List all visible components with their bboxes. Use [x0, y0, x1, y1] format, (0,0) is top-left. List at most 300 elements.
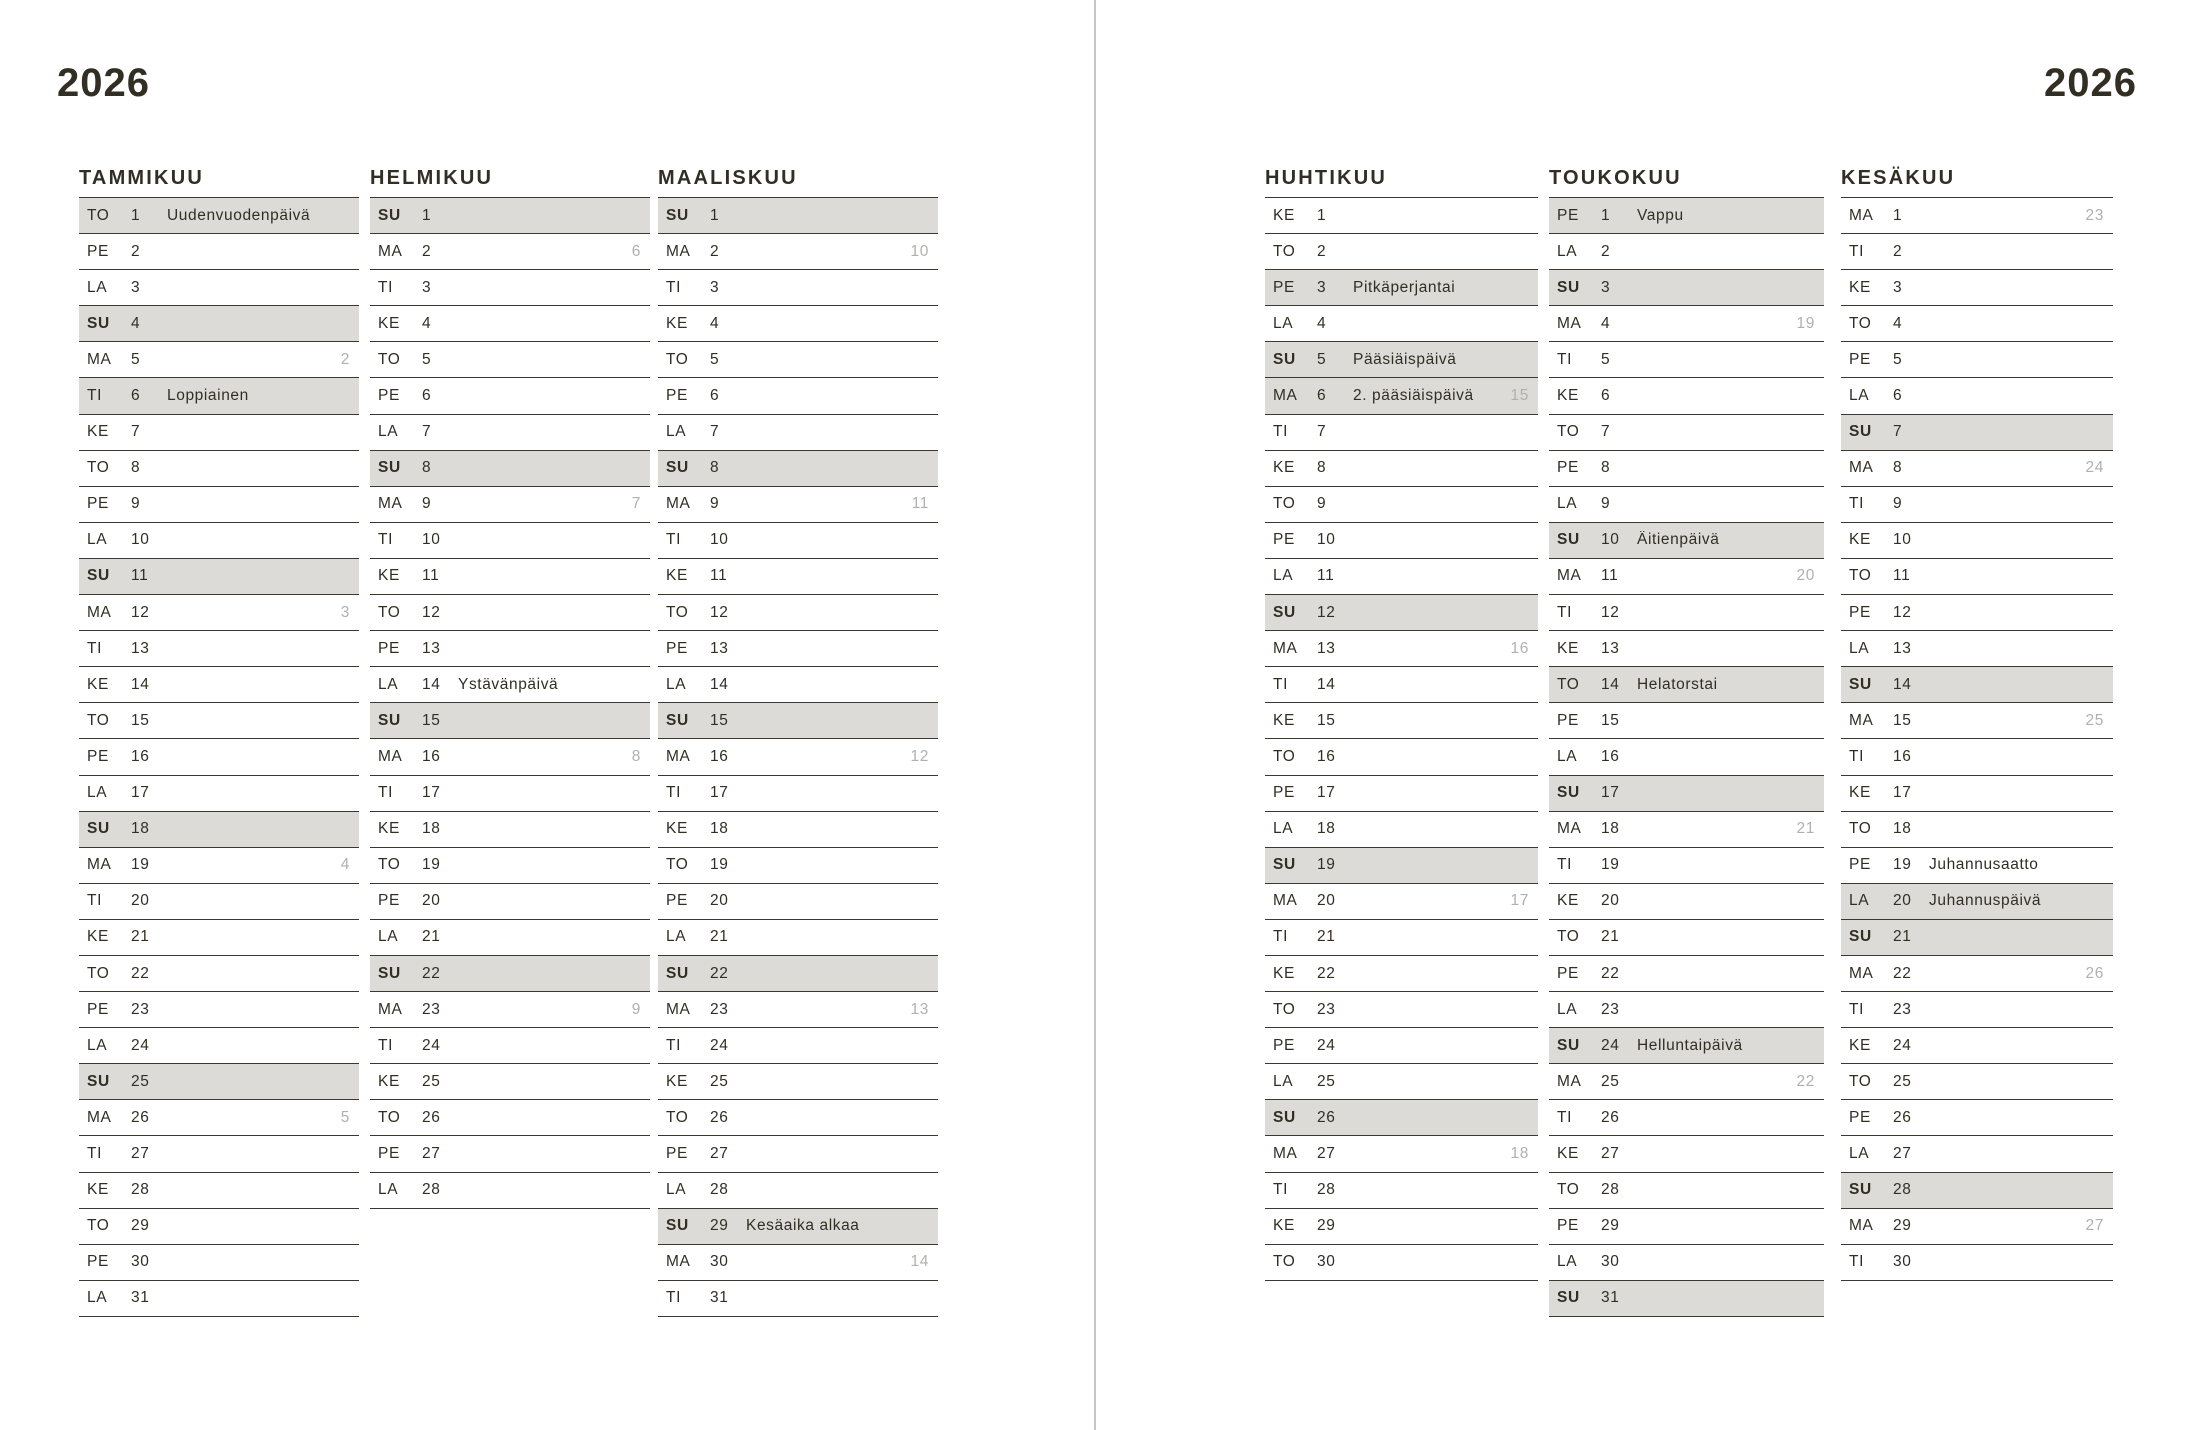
- day-row: [1265, 451, 1538, 487]
- weekday-label: PE: [378, 639, 400, 657]
- day-row: [1549, 667, 1824, 703]
- day-row: [658, 378, 938, 414]
- day-number: 16: [422, 747, 441, 765]
- holiday-note: Helluntaipäivä: [1637, 1036, 1743, 1054]
- weekday-label: SU: [1849, 675, 1872, 693]
- weekday-label: TO: [666, 350, 689, 368]
- day-row: [370, 848, 650, 884]
- day-row: [1265, 1028, 1538, 1064]
- weekday-label: MA: [666, 747, 691, 765]
- weekday-label: SU: [378, 459, 401, 477]
- weekday-label: KE: [1557, 1144, 1579, 1162]
- day-row: [658, 812, 938, 848]
- day-number: 25: [1317, 1072, 1336, 1090]
- holiday-note: Pääsiäispäivä: [1353, 350, 1457, 368]
- weekday-label: KE: [1273, 206, 1295, 224]
- day-row: [1841, 523, 2113, 559]
- day-row: [658, 595, 938, 631]
- weekday-label: PE: [666, 892, 688, 910]
- day-row: [1265, 306, 1538, 342]
- day-rows: [370, 197, 650, 1209]
- day-row: [370, 234, 650, 270]
- day-row: [370, 956, 650, 992]
- weekday-label: LA: [1273, 820, 1294, 838]
- weekday-label: MA: [87, 1108, 112, 1126]
- day-number: 17: [422, 784, 441, 802]
- weekday-label: LA: [87, 784, 108, 802]
- day-row: [1841, 812, 2113, 848]
- day-row: [79, 667, 359, 703]
- day-number: 3: [710, 278, 720, 296]
- day-row: [79, 306, 359, 342]
- day-number: 4: [422, 314, 432, 332]
- day-number: 20: [1893, 892, 1912, 910]
- day-number: 12: [1893, 603, 1912, 621]
- weekday-label: PE: [87, 1253, 109, 1271]
- week-number: 27: [2085, 1217, 2104, 1235]
- day-row: [1841, 451, 2113, 487]
- holiday-note: Äitienpäivä: [1637, 531, 1720, 549]
- day-row: [79, 415, 359, 451]
- holiday-note: Uudenvuodenpäivä: [167, 206, 311, 224]
- weekday-label: LA: [378, 1181, 399, 1199]
- weekday-label: PE: [1273, 531, 1295, 549]
- weekday-label: PE: [1849, 856, 1871, 874]
- weekday-label: PE: [1273, 278, 1295, 296]
- weekday-label: SU: [378, 964, 401, 982]
- week-number: 15: [1510, 387, 1529, 405]
- weekday-label: TI: [87, 639, 102, 657]
- day-number: 26: [1893, 1108, 1912, 1126]
- weekday-label: TI: [1557, 1108, 1572, 1126]
- day-number: 29: [710, 1217, 729, 1235]
- day-row: [1841, 378, 2113, 414]
- day-number: 23: [710, 1000, 729, 1018]
- weekday-label: SU: [378, 206, 401, 224]
- day-number: 17: [1601, 784, 1620, 802]
- week-number: 16: [1510, 639, 1529, 657]
- day-row: [79, 198, 359, 234]
- day-number: 9: [131, 495, 141, 513]
- weekday-label: LA: [87, 278, 108, 296]
- day-number: 24: [422, 1036, 441, 1054]
- day-row: [1549, 523, 1824, 559]
- day-row: [1265, 920, 1538, 956]
- day-row: [658, 559, 938, 595]
- day-number: 6: [1601, 387, 1611, 405]
- weekday-label: TI: [666, 1289, 681, 1307]
- day-row: [79, 234, 359, 270]
- weekday-label: MA: [87, 603, 112, 621]
- weekday-label: PE: [87, 747, 109, 765]
- page-gutter-divider: [1094, 0, 1096, 1430]
- day-row: [79, 1209, 359, 1245]
- day-number: 28: [1893, 1181, 1912, 1199]
- day-number: 9: [710, 495, 720, 513]
- weekday-label: SU: [666, 206, 689, 224]
- day-number: 1: [1601, 206, 1611, 224]
- day-row: [658, 451, 938, 487]
- weekday-label: SU: [87, 820, 110, 838]
- weekday-label: MA: [1273, 387, 1298, 405]
- day-row: [370, 631, 650, 667]
- weekday-label: KE: [1849, 278, 1871, 296]
- day-row: [658, 703, 938, 739]
- day-row: [79, 1245, 359, 1281]
- day-row: [1549, 1281, 1824, 1317]
- day-number: 3: [422, 278, 432, 296]
- day-row: [1265, 884, 1538, 920]
- day-row: [79, 451, 359, 487]
- day-number: 19: [1317, 856, 1336, 874]
- day-number: 13: [422, 639, 441, 657]
- day-row: [370, 667, 650, 703]
- day-number: 5: [1317, 350, 1327, 368]
- day-number: 20: [710, 892, 729, 910]
- weekday-label: MA: [1849, 964, 1874, 982]
- weekday-label: TI: [378, 531, 393, 549]
- weekday-label: KE: [1273, 1217, 1295, 1235]
- day-row: [1265, 559, 1538, 595]
- day-row: [79, 1173, 359, 1209]
- day-number: 19: [710, 856, 729, 874]
- weekday-label: SU: [1557, 531, 1580, 549]
- day-number: 22: [1893, 964, 1912, 982]
- day-row: [658, 270, 938, 306]
- day-number: 19: [422, 856, 441, 874]
- weekday-label: TO: [1273, 1253, 1296, 1271]
- day-number: 5: [1601, 350, 1611, 368]
- weekday-label: LA: [87, 1036, 108, 1054]
- day-number: 31: [131, 1289, 150, 1307]
- day-number: 18: [422, 820, 441, 838]
- day-row: [370, 415, 650, 451]
- day-row: [1841, 1245, 2113, 1281]
- weekday-label: PE: [1557, 1217, 1579, 1235]
- week-number: 2: [340, 350, 350, 368]
- weekday-label: TO: [378, 1108, 401, 1126]
- day-number: 21: [1601, 928, 1620, 946]
- day-row: [1549, 848, 1824, 884]
- week-number: 10: [910, 242, 929, 260]
- day-number: 3: [1317, 278, 1327, 296]
- day-number: 3: [1893, 278, 1903, 296]
- day-row: [1265, 703, 1538, 739]
- day-row: [1549, 342, 1824, 378]
- weekday-label: TO: [666, 603, 689, 621]
- weekday-label: TI: [87, 387, 102, 405]
- day-number: 15: [422, 711, 441, 729]
- day-number: 16: [1893, 747, 1912, 765]
- day-row: [370, 378, 650, 414]
- weekday-label: TO: [1557, 928, 1580, 946]
- day-row: [1549, 559, 1824, 595]
- day-row: [1549, 378, 1824, 414]
- weekday-label: TO: [87, 964, 110, 982]
- day-number: 18: [1317, 820, 1336, 838]
- weekday-label: TI: [666, 531, 681, 549]
- weekday-label: PE: [87, 495, 109, 513]
- day-number: 7: [131, 423, 141, 441]
- weekday-label: SU: [87, 1072, 110, 1090]
- day-number: 10: [422, 531, 441, 549]
- weekday-label: SU: [1273, 350, 1296, 368]
- week-number: 3: [340, 603, 350, 621]
- weekday-label: TI: [378, 784, 393, 802]
- day-row: [1549, 631, 1824, 667]
- weekday-label: LA: [1849, 1144, 1870, 1162]
- day-number: 27: [1601, 1144, 1620, 1162]
- day-number: 30: [1601, 1253, 1620, 1271]
- day-row: [658, 234, 938, 270]
- weekday-label: PE: [1849, 1108, 1871, 1126]
- day-number: 26: [422, 1108, 441, 1126]
- day-row: [1265, 739, 1538, 775]
- day-number: 21: [131, 928, 150, 946]
- day-row: [79, 1028, 359, 1064]
- weekday-label: LA: [87, 1289, 108, 1307]
- day-rows: [1549, 197, 1824, 1317]
- weekday-label: TO: [378, 350, 401, 368]
- day-row: [1265, 487, 1538, 523]
- day-row: [1549, 234, 1824, 270]
- weekday-label: KE: [378, 567, 400, 585]
- day-number: 3: [1601, 278, 1611, 296]
- weekday-label: LA: [1557, 1253, 1578, 1271]
- day-number: 14: [1601, 675, 1620, 693]
- day-row: [1841, 415, 2113, 451]
- day-row: [1265, 378, 1538, 414]
- day-row: [79, 595, 359, 631]
- weekday-label: LA: [666, 423, 687, 441]
- weekday-label: TI: [1273, 1181, 1288, 1199]
- weekday-label: MA: [1557, 314, 1582, 332]
- month-title: KESÄKUU: [1841, 167, 1956, 189]
- day-row: [1265, 342, 1538, 378]
- day-number: 2: [422, 242, 432, 260]
- day-number: 29: [1893, 1217, 1912, 1235]
- day-number: 21: [422, 928, 441, 946]
- day-row: [1549, 306, 1824, 342]
- weekday-label: KE: [87, 928, 109, 946]
- week-number: 11: [911, 495, 929, 513]
- day-row: [658, 1100, 938, 1136]
- day-row: [658, 884, 938, 920]
- day-number: 23: [1317, 1000, 1336, 1018]
- week-number: 21: [1796, 820, 1815, 838]
- weekday-label: TO: [1849, 567, 1872, 585]
- day-row: [1841, 1173, 2113, 1209]
- weekday-label: PE: [1273, 1036, 1295, 1054]
- day-number: 30: [1893, 1253, 1912, 1271]
- weekday-label: TO: [1849, 314, 1872, 332]
- weekday-label: KE: [1273, 964, 1295, 982]
- weekday-label: KE: [378, 820, 400, 838]
- day-row: [1265, 1173, 1538, 1209]
- day-row: [1549, 703, 1824, 739]
- day-number: 8: [1317, 459, 1327, 477]
- day-row: [79, 992, 359, 1028]
- weekday-label: KE: [666, 820, 688, 838]
- day-number: 14: [710, 675, 729, 693]
- day-number: 1: [131, 206, 141, 224]
- day-row: [1841, 270, 2113, 306]
- weekday-label: MA: [1557, 820, 1582, 838]
- day-number: 4: [710, 314, 720, 332]
- day-number: 15: [131, 711, 150, 729]
- day-number: 2: [1601, 242, 1611, 260]
- day-number: 17: [1893, 784, 1912, 802]
- day-row: [658, 920, 938, 956]
- day-row: [1549, 776, 1824, 812]
- week-number: 14: [910, 1253, 929, 1271]
- day-number: 27: [710, 1144, 729, 1162]
- day-row: [658, 1245, 938, 1281]
- day-row: [79, 812, 359, 848]
- day-row: [1841, 667, 2113, 703]
- weekday-label: LA: [1557, 747, 1578, 765]
- day-number: 8: [1601, 459, 1611, 477]
- weekday-label: KE: [666, 567, 688, 585]
- week-number: 12: [910, 747, 929, 765]
- weekday-label: TO: [87, 459, 110, 477]
- day-number: 7: [1601, 423, 1611, 441]
- weekday-label: TO: [1273, 1000, 1296, 1018]
- day-number: 10: [131, 531, 150, 549]
- weekday-label: MA: [1849, 1217, 1874, 1235]
- holiday-note: Vappu: [1637, 206, 1684, 224]
- day-number: 21: [710, 928, 729, 946]
- month-title: HELMIKUU: [370, 167, 494, 189]
- day-row: [658, 487, 938, 523]
- day-number: 9: [422, 495, 432, 513]
- day-row: [1841, 631, 2113, 667]
- day-row: [1265, 270, 1538, 306]
- day-number: 11: [422, 567, 440, 585]
- day-row: [1841, 848, 2113, 884]
- day-number: 13: [131, 639, 150, 657]
- day-row: [658, 631, 938, 667]
- day-number: 25: [422, 1072, 441, 1090]
- day-row: [1549, 1245, 1824, 1281]
- day-row: [658, 956, 938, 992]
- weekday-label: TI: [666, 1036, 681, 1054]
- week-number: 18: [1510, 1144, 1529, 1162]
- day-row: [1265, 776, 1538, 812]
- month-helmikuu: [370, 168, 650, 1209]
- month-title: HUHTIKUU: [1265, 167, 1388, 189]
- weekday-label: PE: [666, 387, 688, 405]
- weekday-label: KE: [1849, 531, 1871, 549]
- day-row: [1841, 559, 2113, 595]
- holiday-note: Juhannuspäivä: [1929, 892, 2042, 910]
- weekday-label: PE: [666, 639, 688, 657]
- day-number: 9: [1317, 495, 1327, 513]
- week-number: 26: [2085, 964, 2104, 982]
- day-row: [658, 667, 938, 703]
- weekday-label: TO: [1849, 820, 1872, 838]
- weekday-label: MA: [1273, 892, 1298, 910]
- day-number: 8: [1893, 459, 1903, 477]
- day-row: [1549, 198, 1824, 234]
- week-number: 19: [1796, 314, 1815, 332]
- day-rows: [79, 197, 359, 1317]
- weekday-label: TI: [1849, 495, 1864, 513]
- weekday-label: LA: [666, 928, 687, 946]
- day-number: 12: [1317, 603, 1336, 621]
- weekday-label: LA: [378, 423, 399, 441]
- day-row: [658, 1064, 938, 1100]
- day-row: [79, 559, 359, 595]
- day-row: [1841, 992, 2113, 1028]
- day-row: [658, 1281, 938, 1317]
- day-number: 11: [1893, 567, 1911, 585]
- month-tammikuu: [79, 168, 359, 1317]
- day-number: 6: [131, 387, 141, 405]
- weekday-label: LA: [1849, 387, 1870, 405]
- week-number: 25: [2085, 711, 2104, 729]
- weekday-label: SU: [666, 1217, 689, 1235]
- day-number: 9: [1893, 495, 1903, 513]
- day-number: 14: [1317, 675, 1336, 693]
- weekday-label: LA: [666, 1181, 687, 1199]
- day-number: 19: [1601, 856, 1620, 874]
- day-row: [1265, 992, 1538, 1028]
- day-number: 20: [1317, 892, 1336, 910]
- day-row: [370, 342, 650, 378]
- day-row: [1549, 1064, 1824, 1100]
- weekday-label: LA: [1557, 495, 1578, 513]
- weekday-label: SU: [1557, 1036, 1580, 1054]
- day-row: [1841, 1100, 2113, 1136]
- weekday-label: KE: [87, 423, 109, 441]
- weekday-label: TI: [1557, 603, 1572, 621]
- day-number: 21: [1893, 928, 1912, 946]
- day-row: [370, 559, 650, 595]
- day-number: 15: [1893, 711, 1912, 729]
- day-number: 3: [131, 278, 141, 296]
- month-maaliskuu: [658, 168, 938, 1317]
- weekday-label: MA: [1849, 711, 1874, 729]
- weekday-label: MA: [1849, 459, 1874, 477]
- day-row: [79, 1281, 359, 1317]
- weekday-label: TO: [1849, 1072, 1872, 1090]
- day-number: 8: [131, 459, 141, 477]
- weekday-label: MA: [666, 242, 691, 260]
- day-row: [370, 1173, 650, 1209]
- day-number: 10: [1317, 531, 1336, 549]
- day-number: 17: [131, 784, 150, 802]
- month-kesakuu: [1841, 168, 2113, 1281]
- holiday-note: Pitkäperjantai: [1353, 278, 1456, 296]
- day-row: [1549, 956, 1824, 992]
- day-row: [1265, 1100, 1538, 1136]
- day-number: 18: [131, 820, 150, 838]
- day-row: [1549, 1209, 1824, 1245]
- day-row: [1549, 270, 1824, 306]
- weekday-label: SU: [1273, 856, 1296, 874]
- day-row: [370, 595, 650, 631]
- day-number: 4: [1317, 314, 1327, 332]
- day-number: 16: [710, 747, 729, 765]
- holiday-note: Kesäaika alkaa: [746, 1217, 860, 1235]
- day-number: 8: [710, 459, 720, 477]
- day-row: [1549, 1173, 1824, 1209]
- day-number: 22: [1601, 964, 1620, 982]
- weekday-label: TI: [87, 892, 102, 910]
- day-number: 16: [1601, 747, 1620, 765]
- day-number: 14: [131, 675, 150, 693]
